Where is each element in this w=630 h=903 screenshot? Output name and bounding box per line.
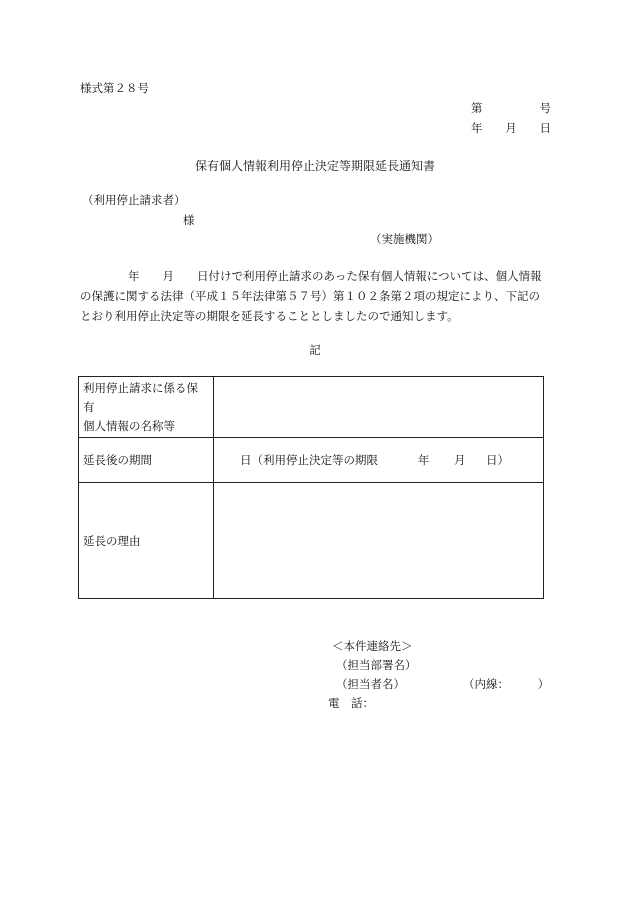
info-name-label-line-1: 利用停止請求に係る保有 — [83, 380, 198, 414]
detail-table — [78, 376, 544, 599]
contact-person: （担当者名） — [336, 677, 405, 691]
extended-period-value[interactable] — [214, 438, 544, 483]
date-day: 日 — [539, 121, 551, 135]
extended-period-label: 延長後の期間 — [79, 438, 214, 483]
requester-label: （利用停止請求者） — [82, 193, 186, 207]
document-number — [471, 100, 551, 116]
info-name-value[interactable] — [214, 377, 544, 438]
form-number: 様式第２８号 — [80, 81, 149, 95]
document-title: 保有個人情報利用停止決定等期限延長通知書 — [194, 159, 435, 173]
kigo-heading: 記 — [309, 343, 321, 357]
body-line-2: の保護に関する法律（平成１５年法律第５７号）第１０２条第２項の規定により、下記の — [80, 289, 540, 303]
number-prefix: 第 — [471, 101, 483, 115]
date-year: 年 — [471, 121, 483, 135]
table-row — [79, 438, 544, 483]
body-text — [80, 266, 550, 326]
body-line-3: とおり利用停止決定等の期限を延長することとしましたので通知します。 — [80, 309, 459, 323]
contact-department: （担当部署名） — [336, 658, 417, 672]
honorific: 様 — [183, 213, 195, 227]
period-year: 年 — [418, 453, 430, 467]
info-name-label — [79, 377, 214, 438]
extension-reason-value[interactable] — [214, 483, 544, 599]
extension-reason-label: 延長の理由 — [79, 483, 214, 599]
issue-date — [471, 120, 551, 136]
number-suffix: 号 — [539, 101, 551, 115]
contact-extension: （内線： ） — [463, 677, 550, 691]
contact-person-row — [332, 675, 549, 694]
contact-heading: ＜本件連絡先＞ — [332, 639, 413, 653]
period-month: 月 — [454, 453, 466, 467]
body-line-1: 年 月 日付けで利用停止請求のあった保有個人情報については、個人情報 — [128, 269, 542, 283]
period-day: 日（利用停止決定等の期限 — [240, 453, 378, 467]
contact-block — [328, 637, 550, 713]
period-day-end: 日） — [486, 453, 509, 467]
date-month: 月 — [505, 121, 517, 135]
table-row — [79, 377, 544, 438]
issuer-label: （実施機関） — [370, 232, 439, 246]
info-name-label-line-2: 個人情報の名称等 — [83, 418, 175, 433]
table-row — [79, 483, 544, 599]
contact-phone: 電 話： — [328, 696, 374, 710]
